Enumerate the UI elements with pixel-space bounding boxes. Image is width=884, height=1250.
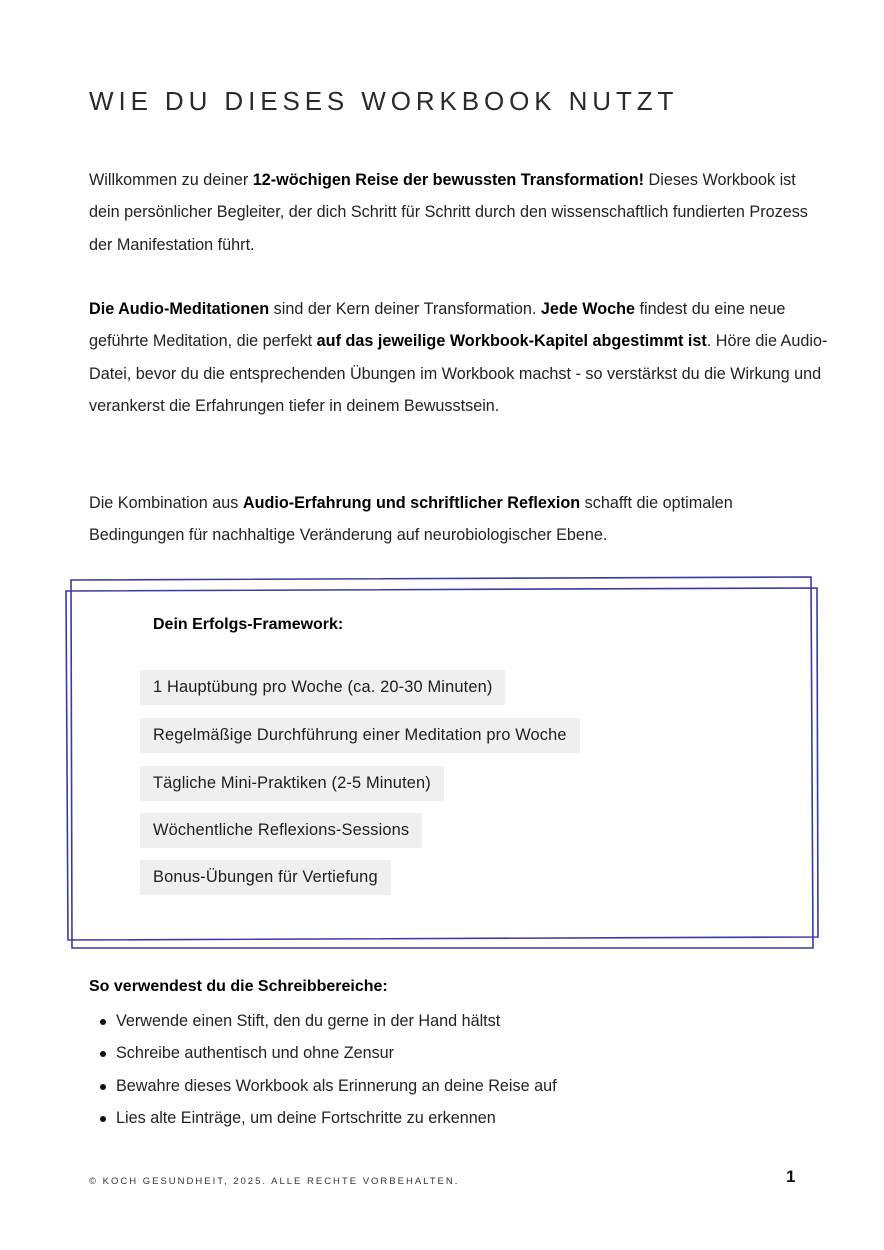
writing-list bbox=[89, 1005, 809, 1135]
combination-paragraph bbox=[89, 487, 829, 552]
framework-item: Bonus-Übungen für Vertiefung bbox=[140, 860, 391, 895]
list-item-text: Lies alte Einträge, um deine Fortschritte zu erkennen bbox=[116, 1109, 496, 1128]
audio-bold-1: Die Audio-Meditationen bbox=[89, 300, 270, 318]
list-item bbox=[89, 1037, 809, 1069]
list-item-text: Schreibe authentisch und ohne Zensur bbox=[116, 1044, 395, 1063]
audio-bold-2: Jede Woche bbox=[540, 300, 636, 318]
writing-title: So verwendest du die Schreibbereiche: bbox=[89, 978, 388, 995]
copyright-footer: © KOCH GESUNDHEIT, 2025. ALLE RECHTE VORBEHALTEN. bbox=[89, 1176, 460, 1187]
intro-text-2: Dieses Workbook ist dein persönlicher Begleiter, der dich Schritt für Schritt durch den wissenschaftlich fundierten Prozess der Manifestation führt. bbox=[89, 171, 808, 254]
audio-text-3: . Höre die Audio-Datei, bevor du die entsprechenden Übungen im Workbook machst - so verstärkst du die Wirkung und verankerst die Erfahrungen tiefer in deinem Bewusstsein. bbox=[89, 332, 828, 416]
framework-item: Tägliche Mini-Praktiken (2-5 Minuten) bbox=[140, 766, 444, 801]
bullet-icon bbox=[100, 1116, 106, 1122]
list-item-text: Verwende einen Stift, den du gerne in der Hand hältst bbox=[116, 1012, 501, 1030]
bullet-icon bbox=[100, 1019, 106, 1025]
list-item bbox=[89, 1005, 809, 1037]
bullet-icon bbox=[100, 1051, 106, 1057]
list-item bbox=[89, 1102, 809, 1134]
bullet-icon bbox=[100, 1084, 106, 1090]
list-item bbox=[89, 1070, 809, 1102]
combination-text-2: schafft die optimalen Bedingungen für nachhaltige Veränderung auf neurobiologischer Ebene. bbox=[89, 494, 733, 545]
audio-text-1: sind der Kern deiner Transformation. bbox=[269, 300, 541, 318]
audio-text-2: findest du eine neue geführte Meditation, die perfekt bbox=[89, 300, 786, 351]
intro-bold-1: 12-wöchigen Reise der bewussten Transformation! bbox=[252, 171, 645, 189]
intro-paragraph bbox=[89, 164, 829, 261]
combination-text-1: Die Kombination aus bbox=[89, 494, 243, 512]
list-item-text: Bewahre dieses Workbook als Erinnerung an deine Reise auf bbox=[116, 1076, 557, 1095]
page-title: WIE DU DIESES WORKBOOK NUTZT bbox=[89, 86, 679, 116]
framework-title: Dein Erfolgs-Framework: bbox=[153, 616, 344, 633]
audio-paragraph bbox=[89, 293, 829, 423]
combination-bold-1: Audio-Erfahrung und schriftlicher Reflexion bbox=[242, 494, 581, 512]
framework-item: Regelmäßige Durchführung einer Meditation pro Woche bbox=[140, 718, 580, 753]
page-number: 1 bbox=[786, 1167, 796, 1186]
framework-item: Wöchentliche Reflexions-Sessions bbox=[140, 813, 422, 848]
intro-text-1: Willkommen zu deiner bbox=[89, 171, 253, 189]
audio-bold-3: auf das jeweilige Workbook-Kapitel abgestimmt ist bbox=[316, 332, 707, 351]
framework-item: 1 Hauptübung pro Woche (ca. 20-30 Minuten) bbox=[140, 670, 505, 705]
